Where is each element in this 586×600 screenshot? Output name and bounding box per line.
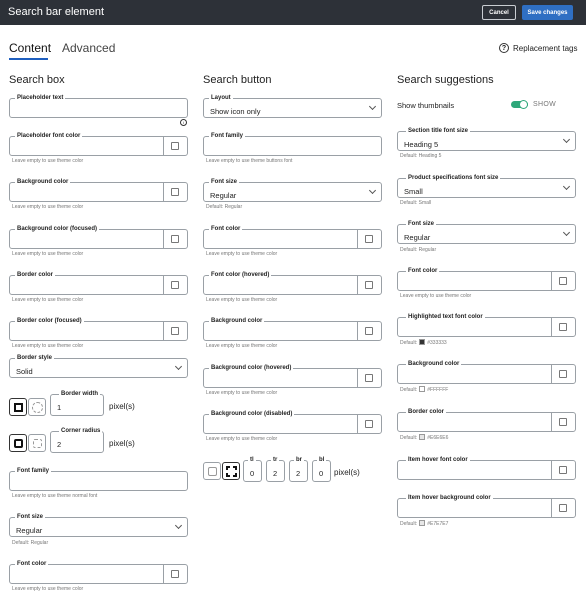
help-text: Leave empty to use theme color (206, 297, 278, 303)
field-label: Font family (211, 133, 244, 139)
field-label: br (296, 457, 302, 463)
field-label: Background color (focused) (17, 226, 98, 232)
color-picker-button[interactable] (357, 230, 381, 248)
color-swatch (171, 327, 179, 335)
field-label: Font color (hovered) (211, 272, 270, 278)
unit-label: pixel(s) (109, 439, 135, 448)
toggle-state-label: SHOW (533, 101, 556, 108)
color-picker-button[interactable] (163, 322, 187, 340)
show-thumbnails-label: Show thumbnails (397, 101, 455, 110)
field-label: Font color (17, 561, 47, 567)
input-value: 2 (273, 469, 278, 478)
help-text: Leave empty to use theme color (206, 390, 278, 396)
help-text: Leave empty to use theme color (206, 436, 278, 442)
chevron-down-icon (563, 229, 570, 236)
input-value: 0 (319, 469, 324, 478)
chevron-down-icon (563, 136, 570, 143)
field-label: Font size (17, 514, 44, 520)
field-label: Border width (61, 391, 98, 397)
field-label: Layout (211, 95, 231, 101)
color-picker-button[interactable] (551, 499, 575, 517)
button-background-color-field[interactable] (203, 318, 382, 341)
color-swatch (365, 374, 373, 382)
field-label: Border style (17, 355, 53, 361)
field-label: Background color (disabled) (211, 411, 293, 417)
font-color-field[interactable] (9, 561, 188, 584)
help-text: Default: Regular (12, 540, 49, 546)
field-label: tr (273, 457, 278, 463)
default-color-swatch (419, 434, 425, 440)
border-width-input[interactable] (50, 391, 104, 416)
button-font-color-field[interactable] (203, 226, 382, 249)
field-label: Font family (17, 468, 50, 474)
color-picker-button[interactable] (163, 230, 187, 248)
color-swatch (171, 281, 179, 289)
default-value-text: Default: #FFFFFF (400, 387, 449, 393)
field-label: Placeholder font color (17, 133, 81, 139)
color-picker-button[interactable] (163, 565, 187, 583)
help-text: Leave empty to use theme color (206, 251, 278, 257)
corner-tl-input[interactable] (243, 457, 262, 482)
section-title-font-size-select[interactable] (397, 128, 576, 151)
color-swatch (365, 420, 373, 428)
field-label: Highlighted text font color (408, 314, 483, 320)
search-suggestions-heading: Search suggestions (397, 74, 494, 86)
help-text: Default: Regular (400, 247, 437, 253)
color-swatch (171, 142, 179, 150)
color-picker-button[interactable] (163, 137, 187, 155)
color-swatch (365, 235, 373, 243)
color-swatch (559, 466, 567, 474)
help-text: Default: Regular (206, 204, 243, 210)
field-label: Section title font size (408, 128, 469, 134)
chevron-down-icon (369, 187, 376, 194)
corner-radius-input[interactable] (50, 428, 104, 453)
unit-label: pixel(s) (334, 468, 360, 477)
tab-content[interactable]: Content (9, 41, 52, 55)
select-value: Heading 5 (404, 140, 439, 149)
input-value: 1 (57, 403, 62, 412)
font-family-input[interactable] (9, 468, 188, 491)
square-solid-icon (14, 403, 23, 412)
button-font-size-select[interactable] (203, 179, 382, 202)
color-swatch (559, 418, 567, 426)
help-text: Leave empty to use theme color (12, 297, 84, 303)
suggestion-background-color-field[interactable] (397, 361, 576, 384)
color-swatch (559, 277, 567, 285)
color-picker-button[interactable] (551, 272, 575, 290)
select-value: Regular (16, 526, 43, 535)
button-font-color-hovered-field[interactable] (203, 272, 382, 295)
button-background-color-hovered-field[interactable] (203, 365, 382, 388)
color-swatch (171, 235, 179, 243)
help-text: Default: Heading 5 (400, 153, 442, 159)
color-picker-button[interactable] (551, 365, 575, 383)
field-label: Font size (408, 221, 435, 227)
background-color-focused-field[interactable] (9, 226, 188, 249)
rounded-square-icon (14, 439, 23, 448)
active-tab-indicator (9, 58, 48, 60)
color-swatch (171, 570, 179, 578)
chevron-down-icon (369, 103, 376, 110)
color-picker-button[interactable] (163, 276, 187, 294)
default-color-swatch (419, 386, 425, 392)
border-solid-button[interactable] (9, 398, 27, 416)
highlighted-text-font-color-field[interactable] (397, 314, 576, 337)
suggestion-border-color-field[interactable] (397, 409, 576, 432)
show-thumbnails-toggle[interactable] (511, 101, 528, 108)
color-picker-button[interactable] (163, 183, 187, 201)
border-style-select[interactable] (9, 355, 188, 378)
field-label: Border color (17, 272, 54, 278)
help-text: Leave empty to use theme color (12, 251, 84, 257)
border-color-field[interactable] (9, 272, 188, 295)
field-label: Product specifications font size (408, 175, 499, 181)
suggestion-font-color-field[interactable] (397, 268, 576, 291)
color-swatch (559, 323, 567, 331)
cancel-button[interactable]: Cancel (482, 5, 516, 20)
input-value: 2 (296, 469, 301, 478)
radius-all-button[interactable] (203, 462, 221, 480)
field-label: Font color (408, 268, 438, 274)
color-picker-button[interactable] (551, 413, 575, 431)
color-swatch (171, 188, 179, 196)
field-label: bl (319, 457, 325, 463)
select-value: Solid (16, 367, 33, 376)
color-swatch (559, 370, 567, 378)
field-label: Font color (211, 226, 241, 232)
default-value-text: Default: #E7E7E7 (400, 521, 449, 527)
button-background-color-disabled-field[interactable] (203, 411, 382, 434)
default-value-text: Default: #E6E6E6 (400, 435, 449, 441)
top-bar (0, 0, 586, 25)
color-swatch (559, 504, 567, 512)
chevron-down-icon (563, 183, 570, 190)
suggestion-font-size-select[interactable] (397, 221, 576, 244)
item-hover-font-color-field[interactable] (397, 457, 576, 480)
radius-all-button[interactable] (9, 434, 27, 452)
field-label: tl (250, 457, 254, 463)
corner-br-input[interactable] (289, 457, 308, 482)
chevron-down-icon (175, 522, 182, 529)
input-value: 2 (57, 440, 62, 449)
color-picker-button[interactable] (357, 415, 381, 433)
radius-individual-button[interactable] (222, 462, 240, 480)
default-color-swatch (419, 520, 425, 526)
chevron-down-icon (175, 363, 182, 370)
layout-select[interactable] (203, 95, 382, 118)
replacement-tags-link[interactable] (499, 43, 577, 53)
select-value: Show icon only (210, 107, 261, 116)
background-color-field[interactable] (9, 179, 188, 202)
placeholder-text-input[interactable] (9, 95, 188, 118)
dashed-circle-icon (32, 402, 43, 413)
rounded-square-icon (208, 467, 217, 476)
field-label: Placeholder text (17, 95, 64, 101)
select-value: Regular (404, 233, 431, 242)
dashed-square-icon (33, 439, 42, 448)
color-picker-button[interactable] (551, 318, 575, 336)
field-label: Background color (17, 179, 69, 185)
field-label: Border color (408, 409, 445, 415)
corner-tr-input[interactable] (266, 457, 285, 482)
placeholder-font-color-field[interactable] (9, 133, 188, 156)
input-value: 0 (250, 469, 255, 478)
field-label: Background color (408, 361, 460, 367)
field-label: Background color (211, 318, 263, 324)
color-swatch (365, 327, 373, 335)
field-label: Font size (211, 179, 238, 185)
border-color-focused-field[interactable] (9, 318, 188, 341)
help-text: Leave empty to use theme normal font (12, 493, 98, 499)
tab-advanced[interactable]: Advanced (62, 41, 116, 55)
dialog-title: Search bar element (8, 6, 104, 18)
font-size-select[interactable] (9, 514, 188, 537)
color-picker-button[interactable] (357, 369, 381, 387)
help-text: Leave empty to use theme color (12, 586, 84, 592)
search-box-heading: Search box (9, 74, 65, 86)
default-value-text: Default: #333333 (400, 340, 447, 346)
border-none-button[interactable] (28, 398, 46, 416)
select-value: Small (404, 187, 423, 196)
search-button-heading: Search button (203, 74, 272, 86)
toggle-knob (519, 100, 528, 109)
select-value: Regular (210, 191, 237, 200)
help-text: Leave empty to use theme buttons font (206, 158, 293, 164)
corner-bl-input[interactable] (312, 457, 331, 482)
info-icon[interactable]: i (180, 119, 187, 126)
unit-label: pixel(s) (109, 402, 135, 411)
help-text: Leave empty to use theme color (12, 158, 84, 164)
field-label: Item hover font color (408, 457, 468, 463)
replacement-tags-label: Replacement tags (513, 43, 578, 53)
help-text: Leave empty to use theme color (12, 343, 84, 349)
item-hover-background-color-field[interactable] (397, 495, 576, 518)
corners-icon (226, 466, 237, 477)
radius-individual-button[interactable] (28, 434, 46, 452)
color-picker-button[interactable] (551, 461, 575, 479)
help-circle-icon: ? (499, 43, 509, 53)
button-font-family-input[interactable] (203, 133, 382, 156)
color-picker-button[interactable] (357, 322, 381, 340)
default-color-swatch (419, 339, 425, 345)
field-label: Background color (hovered) (211, 365, 292, 371)
help-text: Default: Small (400, 200, 432, 206)
help-text: Leave empty to use theme color (400, 293, 472, 299)
field-label: Item hover background color (408, 495, 491, 501)
color-swatch (365, 281, 373, 289)
save-changes-button[interactable]: Save changes (522, 5, 573, 20)
help-text: Leave empty to use theme color (206, 343, 278, 349)
color-picker-button[interactable] (357, 276, 381, 294)
help-text: Leave empty to use theme color (12, 204, 84, 210)
field-label: Border color (focused) (17, 318, 82, 324)
field-label: Corner radius (61, 428, 101, 434)
product-spec-font-size-select[interactable] (397, 175, 576, 198)
